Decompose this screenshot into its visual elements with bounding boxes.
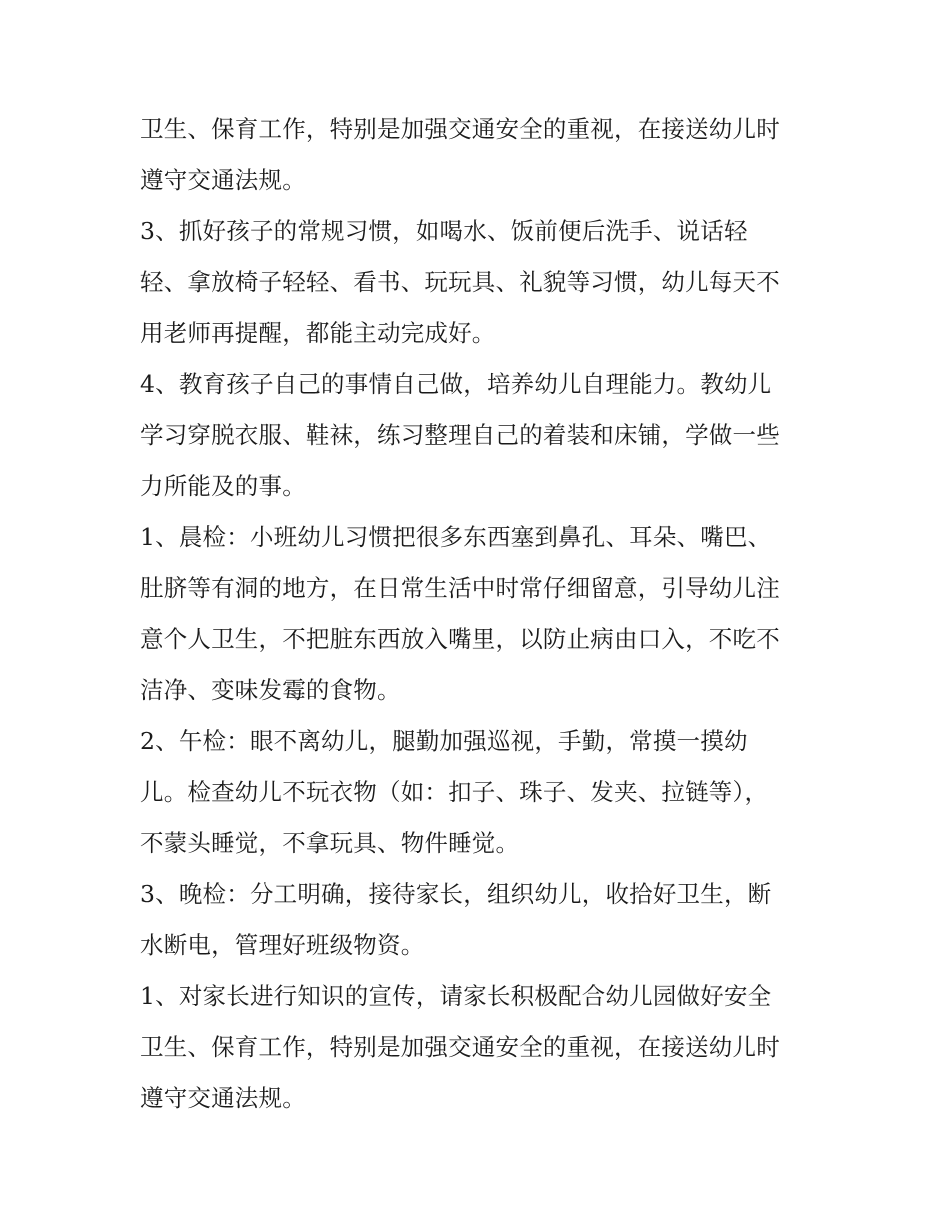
text-line: 3、抓好孩子的常规习惯，如喝水、饭前便后洗手、说话轻 bbox=[140, 217, 748, 245]
text-line: 遵守交通法规。 bbox=[140, 1084, 306, 1112]
text-line: 不蒙头睡觉，不拿玩具、物件睡觉。 bbox=[140, 829, 520, 857]
text-line: 水断电，管理好班级物资。 bbox=[140, 931, 425, 959]
text-line: 1、晨检：小班幼儿习惯把很多东西塞到鼻孔、耳朵、嘴巴、 bbox=[140, 523, 772, 551]
text-line: 儿。检查幼儿不玩衣物（如：扣子、珠子、发夹、拉链等）， bbox=[140, 778, 769, 806]
text-line: 力所能及的事。 bbox=[140, 472, 306, 500]
text-line: 洁净、变味发霉的食物。 bbox=[140, 676, 401, 704]
document-body bbox=[140, 104, 820, 1124]
text-line: 意个人卫生，不把脏东西放入嘴里，以防止病由口入，不吃不 bbox=[140, 625, 780, 653]
text-line: 肚脐等有洞的地方，在日常生活中时常仔细留意，引导幼儿注 bbox=[140, 574, 780, 602]
text-line: 学习穿脱衣服、鞋袜，练习整理自己的着装和床铺，学做一些 bbox=[140, 421, 780, 449]
text-line: 4、教育孩子自己的事情自己做，培养幼儿自理能力。教幼儿 bbox=[140, 370, 772, 398]
text-line: 卫生、保育工作，特别是加强交通安全的重视，在接送幼儿时 bbox=[140, 115, 780, 143]
text-line: 轻、拿放椅子轻轻、看书、玩玩具、礼貌等习惯，幼儿每天不 bbox=[140, 268, 780, 296]
text-line: 1、对家长进行知识的宣传，请家长积极配合幼儿园做好安全 bbox=[140, 982, 772, 1010]
text-line: 2、午检：眼不离幼儿，腿勤加强巡视，手勤，常摸一摸幼 bbox=[140, 727, 748, 755]
text-line: 用老师再提醒，都能主动完成好。 bbox=[140, 319, 496, 347]
text-line: 遵守交通法规。 bbox=[140, 166, 306, 194]
text-line: 卫生、保育工作，特别是加强交通安全的重视，在接送幼儿时 bbox=[140, 1033, 780, 1061]
text-line: 3、晚检：分工明确，接待家长，组织幼儿，收拾好卫生，断 bbox=[140, 880, 772, 908]
